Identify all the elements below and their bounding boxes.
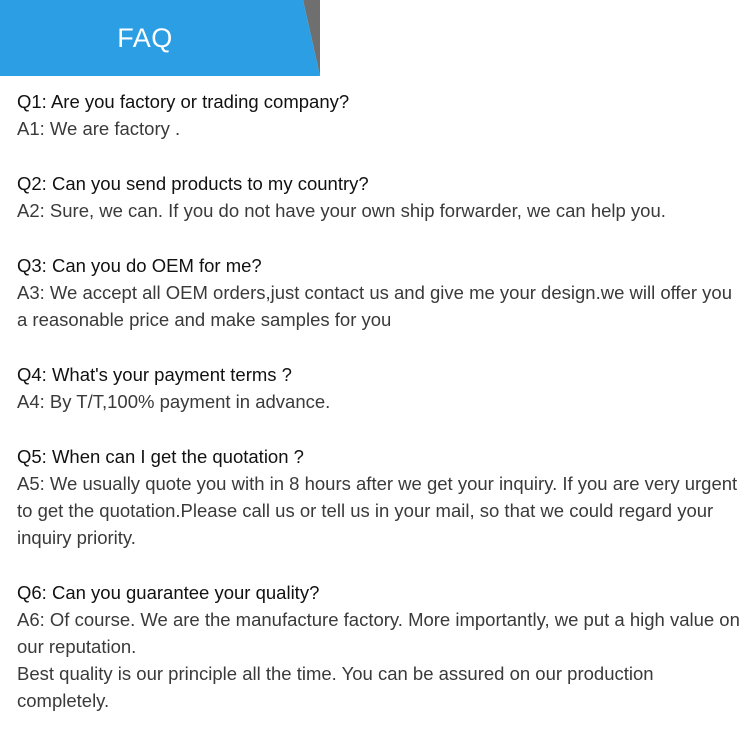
faq-item-3 [17,252,742,333]
faq-item-5 [17,443,742,551]
faq-question: Q4: What's your payment terms ? [17,364,292,385]
faq-question: Q6: Can you guarantee your quality? [17,582,320,603]
faq-answer-paragraph: A4: By T/T,100% payment in advance. [17,391,331,412]
faq-item-1 [17,88,742,142]
faq-answer [17,606,742,714]
faq-list [17,88,742,742]
page-title: FAQ [117,23,173,53]
faq-answer-paragraph: A5: We usually quote you with in 8 hours after we get your inquiry. If you are very urgent to get the quotation.Please call us or tell us in your mail, so that we could regard your inquiry priority. [17,473,738,548]
faq-answer-paragraph: Best quality is our principle all the time. You can be assured on our production completely. [17,663,654,711]
faq-item-2 [17,170,742,224]
faq-answer [17,388,742,415]
faq-question: Q5: When can I get the quotation ? [17,446,304,467]
faq-answer [17,279,742,333]
faq-answer-paragraph: A3: We accept all OEM orders,just contact us and give me your design.we will offer you a reasonable price and make samples for you [17,282,732,330]
faq-item-4 [17,361,742,415]
faq-question: Q1: Are you factory or trading company? [17,91,350,112]
faq-answer [17,470,742,551]
faq-question: Q2: Can you send products to my country? [17,173,369,194]
faq-question: Q3: Can you do OEM for me? [17,255,262,276]
faq-answer-paragraph: A1: We are factory . [17,118,181,139]
faq-answer [17,115,742,142]
faq-answer-paragraph: A6: Of course. We are the manufacture factory. More importantly, we put a high value on our reputation. [17,609,740,657]
faq-item-6 [17,579,742,714]
faq-answer-paragraph: A2: Sure, we can. If you do not have your own ship forwarder, we can help you. [17,200,666,221]
faq-banner [0,0,320,76]
faq-answer [17,197,742,224]
